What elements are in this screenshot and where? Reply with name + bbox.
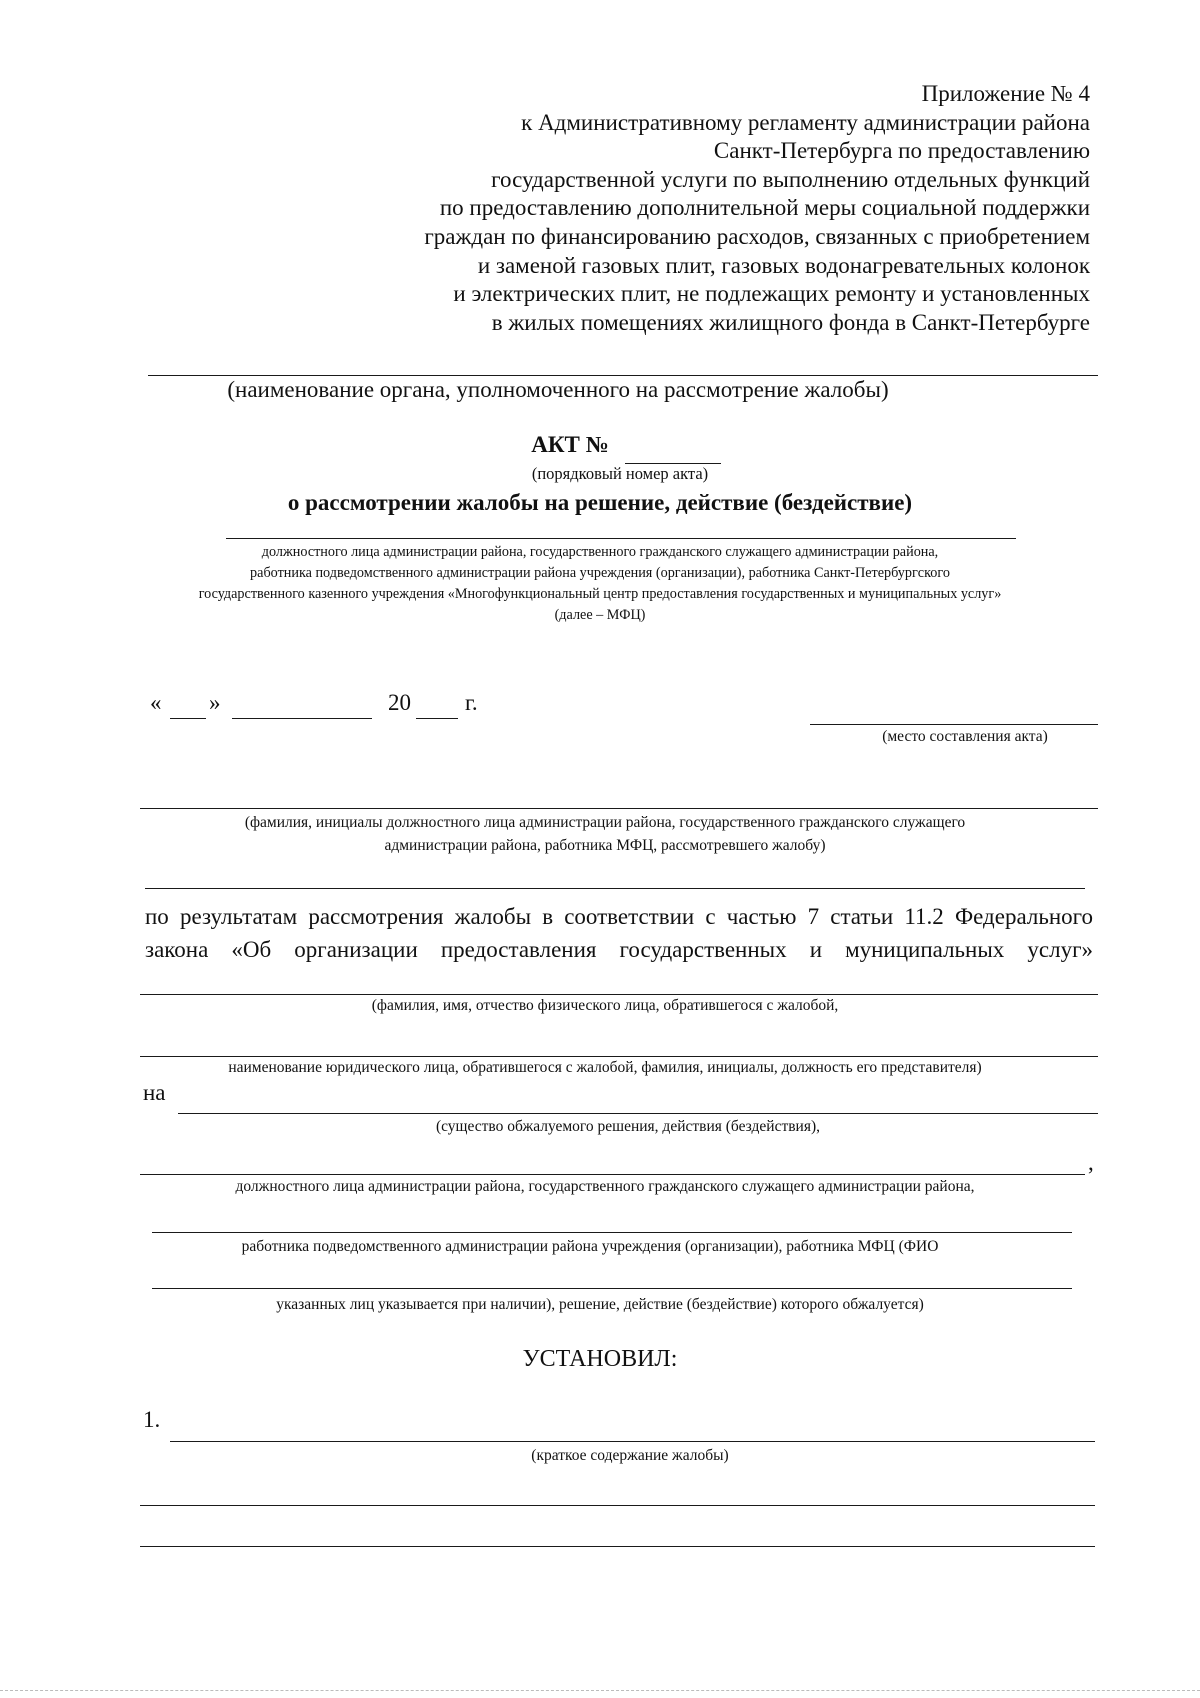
applicant-field-2[interactable] bbox=[140, 1056, 1098, 1057]
header-line: по предоставлению дополнительной меры социальной поддержки bbox=[439, 195, 1090, 221]
applicant-field[interactable] bbox=[140, 994, 1098, 995]
subject-field-3[interactable] bbox=[152, 1232, 1072, 1233]
date-day-field[interactable] bbox=[170, 718, 206, 719]
reviewer-caption bbox=[140, 811, 1070, 857]
official-caption-line: государственного казенного учреждения «Многофункциональный центр предоставления государственных и муниципальных услуг» bbox=[198, 586, 1002, 602]
reviewer-field-2[interactable] bbox=[145, 888, 1085, 889]
item-1-caption: (краткое содержание жалобы) bbox=[531, 1447, 729, 1464]
subject-caption-4: указанных лиц указывается при наличии), решение, действие (бездействие) которого обжалуется) bbox=[276, 1296, 924, 1313]
header-line: в жилых помещениях жилищного фонда в Санкт-Петербурге bbox=[491, 309, 1090, 335]
header-line: Санкт-Петербурга по предоставлению bbox=[713, 138, 1090, 164]
header-line: государственной услуги по выполнению отдельных функций bbox=[491, 166, 1090, 192]
subject-caption-2: должностного лица администрации района, государственного гражданского служащего администрации района, bbox=[235, 1178, 975, 1195]
official-caption-line: должностного лица администрации района, государственного гражданского служащего администрации района, bbox=[261, 544, 939, 560]
header-line: и электрических плит, не подлежащих ремонту и установленных bbox=[453, 281, 1090, 307]
basis-text bbox=[145, 900, 1093, 966]
reviewer-field[interactable] bbox=[140, 808, 1098, 809]
item-1-number: 1. bbox=[143, 1407, 161, 1432]
act-title: АКТ № bbox=[531, 432, 609, 457]
header-line: Приложение № 4 bbox=[921, 81, 1090, 106]
date-year-field[interactable] bbox=[416, 718, 458, 719]
organ-name-field[interactable] bbox=[148, 375, 1098, 376]
date-month-field[interactable] bbox=[232, 718, 372, 719]
item-1-field[interactable] bbox=[170, 1441, 1095, 1442]
subject-caption-3: работника подведомственного администрации района учреждения (организации), работника МФЦ (ФИО bbox=[241, 1238, 939, 1255]
scan-edge bbox=[0, 1690, 1200, 1691]
basis-text-line: по результатам рассмотрения жалобы в соответствии с частью 7 статьи 11.2 Федерального bbox=[145, 904, 1093, 929]
header-line: и заменой газовых плит, газовых водонагревательных колонок bbox=[477, 252, 1090, 278]
established-heading: УСТАНОВИЛ: bbox=[522, 1346, 678, 1372]
act-number-caption: (порядковый номер акта) bbox=[531, 464, 709, 483]
date-open-quote: « bbox=[150, 690, 162, 715]
official-caption-line: (далее – МФЦ) bbox=[554, 607, 646, 623]
subject-field-4[interactable] bbox=[152, 1288, 1072, 1289]
date-close-quote: » bbox=[209, 690, 221, 715]
subject-caption: (существо обжалуемого решения, действия (бездействия), bbox=[435, 1118, 821, 1135]
act-subtitle: о рассмотрении жалобы на решение, действие (бездействие) bbox=[287, 490, 913, 515]
comma-mark: , bbox=[1088, 1150, 1094, 1175]
subject-field-2[interactable] bbox=[140, 1174, 1085, 1175]
item-1-field-3[interactable] bbox=[140, 1546, 1095, 1547]
place-field[interactable] bbox=[810, 724, 1098, 725]
place-caption: (место составления акта) bbox=[882, 728, 1048, 745]
applicant-caption-2: наименование юридического лица, обратившегося с жалобой, фамилия, инициалы, должность его представителя) bbox=[228, 1059, 982, 1076]
reviewer-caption-line: администрации района, работника МФЦ, рассмотревшего жалобу) bbox=[384, 837, 826, 854]
date-year-suffix: г. bbox=[465, 690, 478, 715]
on-word: на bbox=[143, 1080, 166, 1105]
official-caption bbox=[120, 542, 1080, 626]
subject-field[interactable] bbox=[178, 1113, 1098, 1114]
applicant-caption-1: (фамилия, имя, отчество физического лица, обратившегося с жалобой, bbox=[371, 997, 839, 1014]
date-year-prefix: 20 bbox=[388, 690, 411, 715]
basis-text-line: закона «Об организации предоставления государственных и муниципальных услуг» bbox=[145, 937, 1093, 962]
header-line: к Административному регламенту администрации района bbox=[521, 109, 1090, 135]
official-caption-line: работника подведомственного администрации района учреждения (организации), работника Санкт-Петербургского bbox=[250, 565, 950, 581]
item-1-field-2[interactable] bbox=[140, 1505, 1095, 1506]
organ-caption: (наименование органа, уполномоченного на рассмотрение жалобы) bbox=[227, 377, 889, 402]
official-field[interactable] bbox=[226, 538, 1016, 539]
header-line: граждан по финансированию расходов, связанных с приобретением bbox=[424, 223, 1090, 249]
reviewer-caption-line: (фамилия, инициалы должностного лица администрации района, государственного гражданского служащего bbox=[244, 814, 966, 831]
appendix-header bbox=[424, 80, 1090, 337]
